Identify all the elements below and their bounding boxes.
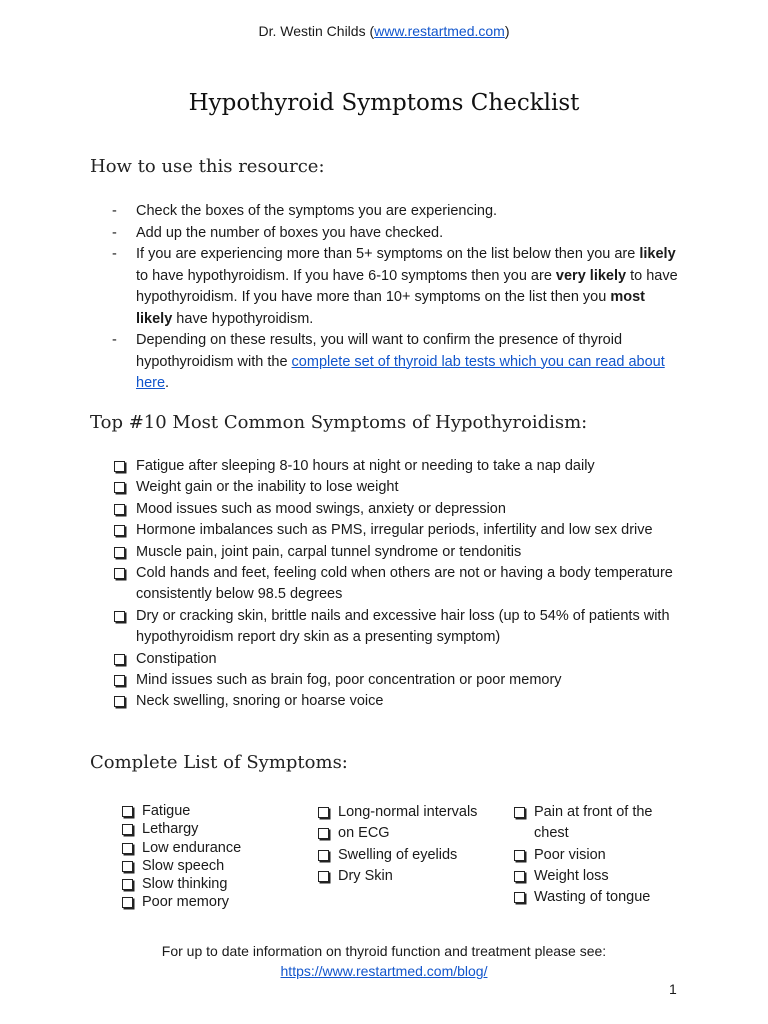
checkbox-icon[interactable]	[114, 461, 125, 472]
checklist-item[interactable]	[112, 649, 682, 670]
bullet-text: If you are experiencing more than 5+ symptoms on the list below then you are	[136, 246, 640, 262]
how-to-list	[112, 201, 682, 395]
checklist-item[interactable]	[121, 893, 296, 911]
checklist-item[interactable]	[513, 887, 681, 908]
item-text: Slow speech	[142, 857, 225, 874]
checkbox-icon[interactable]	[318, 807, 329, 818]
checklist-item[interactable]	[121, 820, 296, 838]
item-text: Fatigue	[142, 803, 191, 819]
checklist-item[interactable]	[112, 477, 682, 498]
checklist-item[interactable]	[121, 857, 296, 875]
symptom-column-1	[121, 802, 296, 912]
checklist-item[interactable]	[121, 802, 296, 820]
bullet-text: to have hypothyroidism. If you have 6-10 symptoms then you are	[136, 267, 556, 284]
item-text: Muscle pain, joint pain, carpal tunnel syndrome or tendonitis	[136, 543, 522, 560]
item-text: Pain at front of the chest	[534, 804, 653, 842]
header-author: Dr. Westin Childs (	[258, 23, 375, 39]
page-header	[0, 23, 768, 39]
item-text: Neck swelling, snoring or hoarse voice	[136, 693, 384, 710]
checklist-item[interactable]	[513, 845, 681, 866]
checkbox-icon[interactable]	[122, 861, 133, 872]
item-text: Weight gain or the inability to lose weight	[136, 479, 399, 496]
checklist-item[interactable]	[317, 802, 492, 823]
symptom-column-3	[513, 802, 681, 908]
item-text: Slow thinking	[142, 876, 228, 893]
item-text: Poor memory	[142, 894, 230, 911]
item-text: Low endurance	[142, 839, 242, 856]
checklist-item[interactable]	[112, 563, 682, 606]
checklist-item[interactable]	[112, 542, 682, 563]
item-text: Mood issues such as mood swings, anxiety or depression	[136, 500, 506, 517]
checklist-item[interactable]	[112, 606, 682, 649]
checkbox-icon[interactable]	[114, 547, 125, 558]
checkbox-icon[interactable]	[114, 482, 125, 493]
checkbox-icon[interactable]	[114, 675, 125, 686]
checkbox-icon[interactable]	[318, 871, 329, 882]
bullet-text: Depending on these results, you will want to confirm the presence of thyroid hypothyroidism with the	[136, 332, 623, 370]
checklist-item[interactable]	[317, 845, 492, 866]
checklist-item[interactable]	[513, 866, 681, 887]
checkbox-icon[interactable]	[514, 871, 525, 882]
bullet-text: Add up the number of boxes you have checked.	[136, 224, 444, 241]
checkbox-icon[interactable]	[122, 879, 133, 890]
dash-bullet: -	[112, 203, 117, 219]
item-text: Poor vision	[534, 846, 606, 863]
checkbox-icon[interactable]	[114, 611, 125, 622]
dash-bullet: -	[112, 224, 117, 241]
dash-bullet: -	[112, 332, 117, 348]
complete-list-heading: Complete List of Symptoms:	[90, 752, 348, 773]
checkbox-icon[interactable]	[318, 828, 329, 839]
item-text: Swelling of eyelids	[338, 846, 458, 863]
item-text: Cold hands and feet, feeling cold when others are not or having a body temperature consistently below 98.5 degrees	[136, 565, 673, 603]
checklist-item[interactable]	[121, 875, 296, 893]
checklist-item[interactable]	[317, 866, 492, 887]
checklist-item[interactable]	[112, 691, 682, 712]
checkbox-icon[interactable]	[122, 897, 133, 908]
checklist-item[interactable]	[112, 520, 682, 541]
page-number: 1	[669, 981, 677, 997]
checklist-item[interactable]	[112, 499, 682, 520]
checklist-item[interactable]	[317, 823, 492, 844]
header-website-link[interactable]: www.restartmed.com	[374, 23, 505, 39]
item-text: Weight loss	[534, 867, 609, 884]
list-item	[112, 223, 682, 245]
dash-bullet: -	[112, 246, 117, 262]
checklist-item[interactable]	[112, 456, 682, 477]
header-suffix: )	[504, 23, 510, 39]
item-text: Hormone imbalances such as PMS, irregular periods, infertility and low sex drive	[136, 522, 653, 539]
top10-heading: Top #10 Most Common Symptoms of Hypothyroidism:	[90, 412, 588, 433]
checklist-item[interactable]	[513, 802, 681, 845]
lab-tests-link[interactable]: complete set of thyroid lab tests which you can read about here	[136, 353, 665, 391]
checkbox-icon[interactable]	[114, 525, 125, 536]
checklist-item[interactable]	[112, 670, 682, 691]
bullet-text: to have hypothyroidism. If you have more than 10+ symptoms on the list then you	[136, 267, 678, 305]
item-text: Dry or cracking skin, brittle nails and excessive hair loss (up to 54% of patients with hypothyroidism report dry skin as a presenting symptom)	[136, 607, 670, 646]
bold-very-likely: very likely	[555, 267, 627, 284]
item-text: Long-normal intervals	[338, 804, 478, 820]
checkbox-icon[interactable]	[122, 843, 133, 854]
page-title: Hypothyroid Symptoms Checklist	[188, 90, 580, 116]
symptom-column-2	[317, 802, 492, 887]
footer-text: For up to date information on thyroid function and treatment please see:	[161, 943, 607, 959]
item-text: Fatigue after sleeping 8-10 hours at night or needing to take a nap daily	[136, 458, 595, 474]
bullet-text: have hypothyroidism.	[172, 310, 314, 327]
bullet-text: Check the boxes of the symptoms you are experiencing.	[136, 203, 498, 219]
checkbox-icon[interactable]	[114, 654, 125, 665]
checkbox-icon[interactable]	[114, 696, 125, 707]
checklist-item[interactable]	[121, 839, 296, 857]
bold-likely: likely	[639, 246, 676, 262]
list-item	[112, 244, 682, 330]
bold-most-likely: most likely	[136, 289, 645, 327]
how-to-heading: How to use this resource:	[90, 156, 325, 177]
checkbox-icon[interactable]	[114, 504, 125, 515]
checkbox-icon[interactable]	[514, 892, 525, 903]
item-text: Wasting of tongue	[534, 889, 651, 906]
checkbox-icon[interactable]	[318, 850, 329, 861]
checkbox-icon[interactable]	[114, 568, 125, 579]
top10-checklist	[112, 456, 682, 713]
item-text: Dry Skin	[338, 867, 393, 884]
item-text: Lethargy	[142, 821, 199, 838]
item-text: Mind issues such as brain fog, poor concentration or poor memory	[136, 672, 562, 689]
list-item	[112, 330, 682, 395]
item-text: Constipation	[136, 650, 217, 667]
item-text: on ECG	[338, 825, 390, 842]
checkbox-icon[interactable]	[514, 807, 525, 818]
page-footer	[0, 941, 768, 981]
checkbox-icon[interactable]	[122, 806, 133, 817]
footer-blog-link[interactable]: https://www.restartmed.com/blog/	[280, 963, 488, 979]
checkbox-icon[interactable]	[514, 850, 525, 861]
list-item	[112, 201, 682, 223]
bullet-text: .	[165, 375, 170, 391]
checkbox-icon[interactable]	[122, 824, 133, 835]
